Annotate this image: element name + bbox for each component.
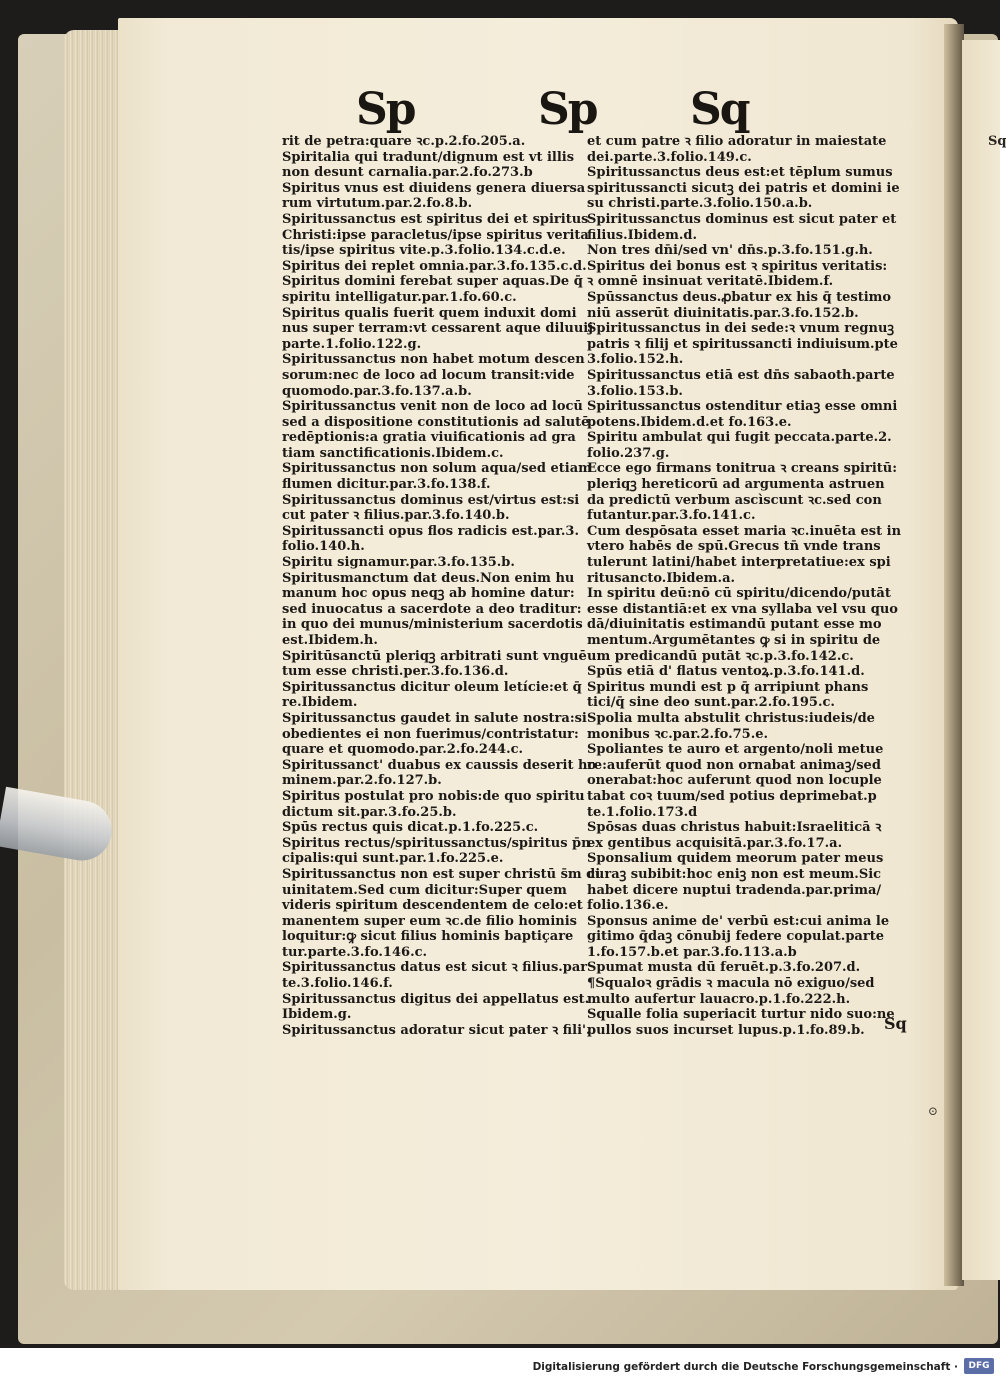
facing-page-edge <box>962 40 1000 1280</box>
running-header-left: Sp <box>356 84 415 135</box>
index-entry-line: Spiritussanctus digitus dei appellatus est. <box>282 991 590 1007</box>
index-entry-line: Spūssanctus deus.ꝓbatur ex his q̄ testimo <box>587 289 892 305</box>
index-entry-line: tici/q̄ sine deo sunt.par.2.fo.195.c. <box>587 695 835 711</box>
index-entry-line: pleriqꝫ hereticorū ad argumenta astruen <box>587 477 885 493</box>
index-entry-line: monibus ꝛc.par.2.fo.75.e. <box>587 726 769 742</box>
running-header-center: Sp <box>538 84 597 135</box>
index-entry-line: re:auferūt quod non ornabat animaꝫ/sed <box>587 757 881 773</box>
index-entry-line: Spiritussancti opus flos radicis est.par.3. <box>282 523 579 539</box>
index-entry-line: Spiritussanctus etiā est dn̄s sabaoth.parte <box>587 367 895 383</box>
index-entry-line: vtero habēs de spū.Grecus tn̄ vnde trans <box>587 539 881 555</box>
index-entry-line: Spiritussanctus venit non de loco ad locū <box>282 399 583 415</box>
index-entry-line: cut pater ꝛ filius.par.3.fo.140.b. <box>282 508 510 524</box>
index-entry-line: sed inuocatus a sacerdote a deo traditur: <box>282 601 582 617</box>
index-entry-line: Spiritussanctus non solum aqua/sed etiam <box>282 461 592 477</box>
index-entry-line: Sponsus anime de' verbū est:cui anima le <box>587 913 890 929</box>
index-entry-line: Spiritussanctus datus est sicut ꝛ filius.par <box>282 960 588 976</box>
running-header-right: Sq <box>690 84 749 135</box>
index-entry-line: dei.parte.3.folio.149.c. <box>587 149 752 165</box>
index-entry-line: ritusancto.Ibidem.a. <box>587 570 736 586</box>
index-entry-line: habet dicere nuptui tradenda.par.prima/ <box>587 882 882 898</box>
index-entry-line: videris spiritum descendentem de celo:et <box>282 898 583 914</box>
index-entry-line: Spiritus dei replet omnia.par.3.fo.135.c.d. <box>282 258 587 274</box>
index-entry-line: loquitur:ꝙ sicut filius hominis baptiçare <box>282 929 574 945</box>
index-entry-line: in quo dei munus/ministerium sacerdotis <box>282 617 583 633</box>
index-entry-line: Spiritu ambulat qui fugit peccata.parte.2. <box>587 430 892 446</box>
index-entry-line: Spiritussanctus dicitur oleum letície:et q̄ <box>282 679 582 695</box>
index-entry-line: 3.folio.153.b. <box>587 383 683 399</box>
index-entry-line: Spiritus rectus/spiritussanctus/spiritus p̄n <box>282 835 591 851</box>
index-entry-line: uinitatem.Sed cum dicitur:Super quem <box>282 882 567 898</box>
index-entry-line: ¶Squaloꝛ grādis ꝛ macula nō exiguo/sed <box>587 976 875 992</box>
index-entry-line: Squalle folia superiacit turtur nido suo:ne <box>587 1007 895 1023</box>
index-entry-line: Non tres dn̄i/sed vn' dn̄s.p.3.fo.151.g.h. <box>587 243 873 259</box>
index-entry-line: obedientes ei non fuerimus/contristatur: <box>282 726 579 742</box>
index-entry-line: Spiritus qualis fuerit quem induxit domi <box>282 305 577 321</box>
index-entry-line: mentum.Argumētantes ꝙ si in spiritu de <box>587 633 881 648</box>
index-entry-line: Spiritussanctus dominus est sicut pater et <box>587 211 897 227</box>
index-entry-line: pullos suos incurset lupus.p.1.fo.89.b. <box>587 1022 865 1038</box>
index-entry-line: 3.folio.152.h. <box>587 352 684 368</box>
index-entry-line: um predicandū putāt ꝛc.p.3.fo.142.c. <box>587 648 854 664</box>
footer-credit: Digitalisierung gefördert durch die Deutsche Forschungsgemeinschaft · <box>532 1361 958 1373</box>
index-entry-line: tur.parte.3.fo.146.c. <box>282 944 428 960</box>
facing-page-text: Sq <box>988 134 1006 149</box>
index-entry-line: niū asserūt diuinitatis.par.3.fo.152.b. <box>587 305 859 321</box>
index-entry-line: te.3.folio.146.f. <box>282 976 393 992</box>
index-entry-line: potens.Ibidem.d.et fo.163.e. <box>587 414 792 430</box>
margin-note: Sq <box>884 1014 907 1033</box>
index-entry-line: cipalis:qui sunt.par.1.fo.225.e. <box>282 851 504 867</box>
index-entry-line: Spiritussanctus in dei sede:ꝛ vnum regnuꝫ <box>587 321 895 337</box>
index-entry-line: tiam sanctificationis.Ibidem.c. <box>282 445 504 461</box>
index-entry-line: Spiritussanctus non est super christū s̄m di <box>282 866 601 882</box>
index-entry-line: manum hoc opus neqꝫ ab homine datur: <box>282 586 575 602</box>
index-entry-line: Spūs rectus quis dicat.p.1.fo.225.c. <box>282 820 539 836</box>
index-entry-line: et cum patre ꝛ filio adoratur in maiestate <box>587 134 887 149</box>
index-entry-line: filius.Ibidem.d. <box>587 227 697 243</box>
index-entry-line: folio.140.h. <box>282 539 365 555</box>
index-entry-line: spiritussancti sicutꝫ dei patris et domini ie <box>587 180 900 196</box>
index-entry-line: spiritu intelligatur.par.1.fo.60.c. <box>282 289 517 305</box>
index-entry-line: Spiritussanctus deus est:et tēplum sumus <box>587 165 893 181</box>
index-entry-line: futantur.par.3.fo.141.c. <box>587 508 756 524</box>
index-entry-line: onerabat:hoc auferunt quod non locuple <box>587 773 882 789</box>
index-entry-line: tabat coꝛ tuum/sed potius deprimebat.p <box>587 788 877 804</box>
index-entry-line: Spiritusmanctum dat deus.Non enim hu <box>282 570 575 586</box>
index-entry-line: quomodo.par.3.fo.137.a.b. <box>282 383 472 399</box>
index-entry-line: est.Ibidem.h. <box>282 633 378 648</box>
index-column-right <box>587 134 902 1038</box>
index-entry-line: Cum despōsata esset maria ꝛc.inuēta est in <box>587 523 902 539</box>
index-entry-line: rum virtutum.par.2.fo.8.b. <box>282 196 473 212</box>
index-entry-line: Spiritussanctus dominus est/virtus est:si <box>282 492 580 508</box>
index-entry-line: ꝛ omnē insinuat veritatē.Ibidem.f. <box>587 274 834 290</box>
index-entry-line: Spiritus domini ferebat super aquas.De q̄ <box>282 274 583 290</box>
index-entry-line: ex gentibus acquisitā.par.3.fo.17.a. <box>587 835 843 851</box>
index-entry-line: curaꝫ subibit:hoc eniꝫ non est meum.Sic <box>587 866 882 882</box>
index-entry-line: Sponsalium quidem meorum pater meus <box>587 851 884 867</box>
index-entry-line: Spiritus postulat pro nobis:de quo spiritu <box>282 788 585 804</box>
index-entry-line: Spiritus dei bonus est ꝛ spiritus veritatis: <box>587 258 888 274</box>
index-column-left <box>282 134 601 1038</box>
index-entry-line: Spiritussanct' duabus ex caussis deserit ho <box>282 757 597 773</box>
index-entry-line: Spiritu signamur.par.3.fo.135.b. <box>282 555 515 571</box>
index-entry-line: non desunt carnalia.par.2.fo.273.b <box>282 165 533 181</box>
digitization-footer <box>0 1348 1000 1381</box>
book-gutter <box>944 24 964 1286</box>
index-entry-line: esse distantiā:et ex vna syllaba vel vsu quo <box>587 601 898 617</box>
index-entry-line: Spiritus mundi est p q̄ arripiunt phans <box>587 679 869 695</box>
index-entry-line: tulerunt latini/habet interpretatiue:ex spi <box>587 555 891 571</box>
index-entry-line: dictum sit.par.3.fo.25.b. <box>282 804 457 820</box>
index-entry-line: Christi:ipse paracletus/ipse spiritus verita <box>282 227 589 243</box>
index-entry-line: tum esse christi.per.3.fo.136.d. <box>282 664 509 680</box>
index-entry-line: In spiritu deū:nō cū spiritu/dicendo/putāt <box>587 586 891 602</box>
index-entry-line: Spōsas duas christus habuit:Israeliticā ꝛ <box>587 820 882 836</box>
index-entry-line: sorum:nec de loco ad locum transit:vide <box>282 367 575 383</box>
index-entry-line: Spolia multa abstulit christus:iudeis/de <box>587 710 875 726</box>
index-entry-line: multo aufertur lauacro.p.1.fo.222.h. <box>587 991 851 1007</box>
index-entry-line: manentem super eum ꝛc.de filio hominis <box>282 913 577 929</box>
index-entry-line: Ibidem.g. <box>282 1007 352 1023</box>
index-entry-line: patris ꝛ filij et spiritussancti indiuisum.pte <box>587 336 898 352</box>
index-entry-line: Spiritussanctus non habet motum descen <box>282 352 585 368</box>
index-entry-line: rit de petra:quare ꝛc.p.2.fo.205.a. <box>282 134 526 149</box>
index-entry-line: flumen dicitur.par.3.fo.138.f. <box>282 477 491 493</box>
index-entry-line: Spiritussanctus adoratur sicut pater ꝛ fili'. <box>282 1022 591 1038</box>
index-entry-line: su christi.parte.3.folio.150.a.b. <box>587 196 813 212</box>
index-entry-line: Spūs etiā d' flatus ventoꝝ.p.3.fo.141.d. <box>587 664 865 680</box>
index-entry-line: dā/diuinitatis estimandū putant esse mo <box>587 617 882 633</box>
index-entry-line: folio.237.g. <box>587 445 670 461</box>
index-entry-line: Spiritalia qui tradunt/dignum est vt illis <box>282 149 575 165</box>
index-entry-line: quare et quomodo.par.2.fo.244.c. <box>282 742 524 758</box>
index-entry-line: redēptionis:a gratia viuificationis ad gra <box>282 430 576 446</box>
ink-mark: ⊙ <box>928 1104 939 1118</box>
index-entry-line: sed a dispositione constitutionis ad salutē <box>282 414 590 430</box>
index-entry-line: 1.fo.157.b.et par.3.fo.113.a.b <box>587 944 797 960</box>
index-entry-line: Spiritūsanctū pleriqꝫ arbitrati sunt vnguē <box>282 648 587 664</box>
index-entry-line: gitimo q̄daꝫ cōnubij federe copulat.parte <box>587 929 884 945</box>
index-entry-line: Ecce ego firmans tonitrua ꝛ creans spiritū: <box>587 461 898 477</box>
index-entry-line: Spiritussanctus est spiritus dei et spiritus <box>282 211 589 227</box>
index-entry-line: da predictū verbum ascìscunt ꝛc.sed con <box>587 492 882 508</box>
index-entry-line: minem.par.2.fo.127.b. <box>282 773 442 789</box>
dfg-logo-icon: DFG <box>964 1358 994 1374</box>
index-entry-line: Spiritus vnus est diuidens genera diuersa <box>282 180 586 196</box>
index-entry-line: nus super terram:vt cessarent aque diluuij <box>282 321 593 337</box>
index-entry-line: Spiritussanctus gaudet in salute nostra:si <box>282 710 587 726</box>
page-stack-edge <box>64 30 120 1290</box>
index-entry-line: tis/ipse spiritus vite.p.3.folio.134.c.d.e. <box>282 243 566 259</box>
index-entry-line: Spumat musta dū feruēt.p.3.fo.207.d. <box>587 960 861 976</box>
index-entry-line: te.1.folio.173.d <box>587 804 698 820</box>
index-entry-line: Spiritussanctus ostenditur etiaꝫ esse omni <box>587 399 898 415</box>
index-entry-line: Spoliantes te auro et argento/noli metue <box>587 742 884 758</box>
index-entry-line: parte.1.folio.122.g. <box>282 336 422 352</box>
index-entry-line: folio.136.e. <box>587 898 669 914</box>
index-entry-line: re.Ibidem. <box>282 695 358 711</box>
